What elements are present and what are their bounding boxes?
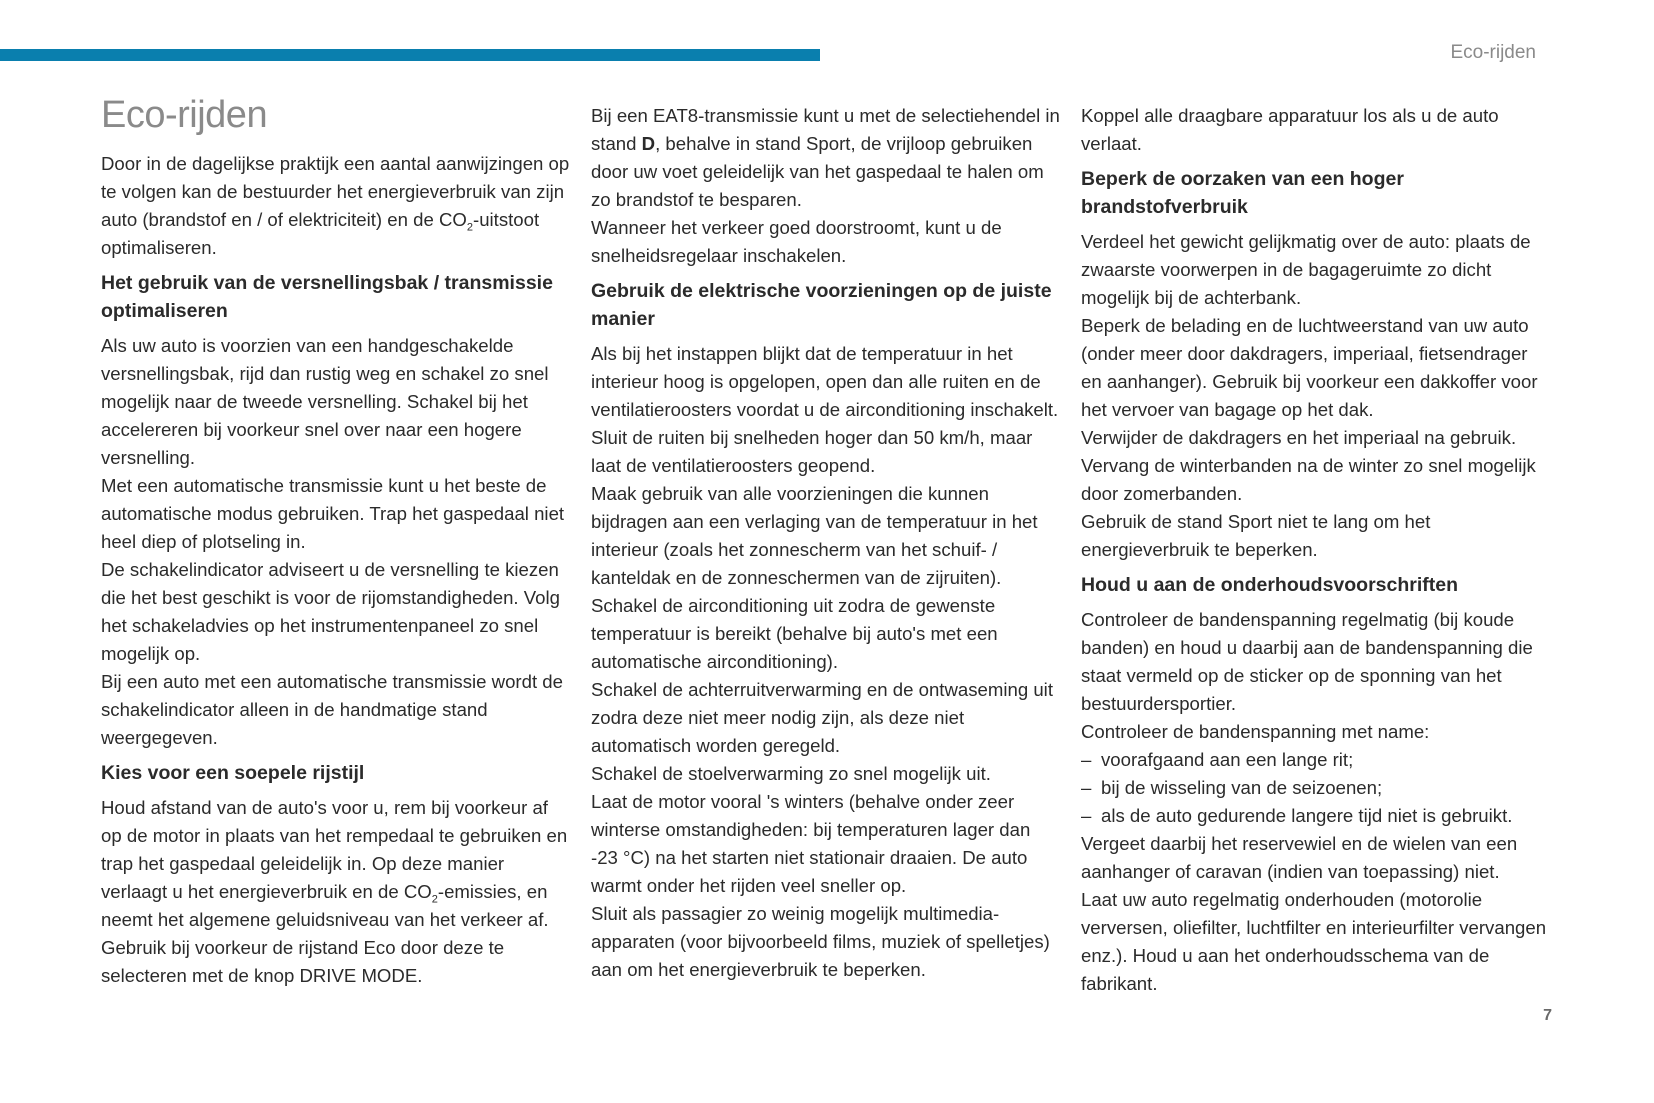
- gearbox-paragraph-4: Bij een auto met een automatische transmissie wordt de schakelindicator alleen in de handmatige stand weergegeven.: [101, 671, 563, 748]
- page-number: 7: [1543, 1007, 1552, 1024]
- maintenance-paragraph-1: Controleer de bandenspanning regelmatig (bij koude banden) en houd u daarbij aan de bandenspanning die staat vermeld op de sticker op de sponning van het bestuurdersportier.: [1081, 609, 1533, 714]
- electric-paragraph-5: Schakel de achterruitverwarming en de ontwaseming uit zodra deze niet meer nodig zijn, als deze niet automatisch worden geregeld.: [591, 679, 1053, 756]
- gearbox-paragraph-2: Met een automatische transmissie kunt u het beste de automatische modus gebruiken. Trap het gaspedaal niet heel diep of plotseling in.: [101, 475, 565, 552]
- page-title: Eco-rijden: [101, 94, 268, 136]
- electric-paragraph-3: Maak gebruik van alle voorzieningen die kunnen bijdragen aan een verlaging van de temperatuur in het interieur (zoals het zonnescherm van het schuif- / kanteldak en de zonneschermen van de zijruiten).: [591, 483, 1038, 588]
- running-header: Eco-rijden: [1450, 42, 1536, 63]
- cruise-paragraph: Wanneer het verkeer goed doorstroomt, kunt u de snelheidsregelaar inschakelen.: [591, 217, 1002, 266]
- causes-paragraph-3: Verwijder de dakdragers en het imperiaal na gebruik.: [1081, 427, 1517, 448]
- electric-paragraph-7: Laat de motor vooral 's winters (behalve onder zeer winterse omstandigheden: bij temperaturen lager dan -23 °C) na het starten niet stationair draaien. De auto warmt onder het rijden veel sneller op.: [591, 791, 1031, 896]
- maintenance-paragraph-4: Laat uw auto regelmatig onderhouden (motorolie verversen, oliefilter, luchtfilter en interieurfilter vervangen enz.). Houd u aan het onderhoudsschema van de fabrikant.: [1081, 889, 1547, 994]
- eat8-paragraph: Bij een EAT8-transmissie kunt u met de selectiehendel in stand D, behalve in stand Sport, de vrijloop gebruiken door uw voet geleidelijk van het gaspedaal te halen om zo brandstof te besparen.: [591, 105, 1060, 210]
- gearbox-paragraph-3: De schakelindicator adviseert u de versnelling te kiezen die het best geschikt is voor de rijomstandigheden. Volg het schakeladvies op het instrumentenpaneel zo snel mogelijk op.: [101, 559, 560, 664]
- style-paragraph-2: Gebruik bij voorkeur de rijstand Eco door deze te selecteren met de knop DRIVE MODE.: [101, 937, 505, 986]
- causes-paragraph-1: Verdeel het gewicht gelijkmatig over de auto: plaats de zwaarste voorwerpen in de bagageruimte zo dicht mogelijk bij de achterbank.: [1081, 231, 1531, 308]
- list-item: – bij de wisseling van de seizoenen;: [1081, 777, 1383, 798]
- column-1: [101, 150, 571, 990]
- electric-paragraph-2: Sluit de ruiten bij snelheden hoger dan 50 km/h, maar laat de ventilatieroosters geopend.: [591, 427, 1033, 476]
- gearbox-paragraph-1: Als uw auto is voorzien van een handgeschakelde versnellingsbak, rijd dan rustig weg en schakel zo snel mogelijk naar de tweede versnelling. Schakel bij het accelereren bij voorkeur snel over naar een hogere versnelling.: [101, 335, 549, 468]
- electric-paragraph-6: Schakel de stoelverwarming zo snel mogelijk uit.: [591, 763, 991, 784]
- heading-electric: Gebruik de elektrische voorzieningen op de juiste manier: [591, 280, 1052, 330]
- style-paragraph-1: Houd afstand van de auto's voor u, rem bij voorkeur af op de motor in plaats van het rempedaal te gebruiken en trap het gaspedaal geleidelijk in. Op deze manier verlaagt u het energieverbruik en de $CO_2$-emissies, en neemt het algemene geluidsniveau van het verkeer af.: [101, 797, 568, 930]
- electric-paragraph-8: Sluit als passagier zo weinig mogelijk multimedia-apparaten (voor bijvoorbeeld films, muziek of spelletjes) aan om het energieverbruik te beperken.: [591, 903, 1050, 980]
- causes-paragraph-5: Gebruik de stand Sport niet te lang om het energieverbruik te beperken.: [1081, 511, 1431, 560]
- intro-paragraph: Door in de dagelijkse praktijk een aantal aanwijzingen op te volgen kan de bestuurder het energieverbruik van zijn auto (brandstof en / of elektriciteit) en de $CO_2$-uitstoot optimaliseren.: [101, 153, 570, 258]
- heading-maintenance: Houd u aan de onderhoudsvoorschriften: [1081, 574, 1459, 596]
- list-item: – als de auto gedurende langere tijd niet is gebruikt.: [1081, 805, 1513, 826]
- unplug-paragraph: Koppel alle draagbare apparatuur los als u de auto verlaat.: [1081, 105, 1499, 154]
- column-2: [591, 102, 1061, 984]
- list-item: – voorafgaand aan een lange rit;: [1081, 749, 1354, 770]
- column-3: [1081, 102, 1551, 998]
- heading-causes: Beperk de oorzaken van een hoger brandstofverbruik: [1081, 168, 1404, 218]
- maintenance-paragraph-2: Controleer de bandenspanning met name:: [1081, 721, 1430, 742]
- heading-driving-style: Kies voor een soepele rijstijl: [101, 762, 365, 784]
- causes-paragraph-4: Vervang de winterbanden na de winter zo snel mogelijk door zomerbanden.: [1081, 455, 1536, 504]
- electric-paragraph-1: Als bij het instappen blijkt dat de temperatuur in het interieur hoog is opgelopen, open dan alle ruiten en de ventilatieroosters voordat u de airconditioning inschakelt.: [591, 343, 1059, 420]
- causes-paragraph-2: Beperk de belading en de luchtweerstand van uw auto (onder meer door dakdragers, imperiaal, fietsendrager en aanhanger). Gebruik bij voorkeur een dakkoffer voor het vervoer van bagage op het dak.: [1081, 315, 1538, 420]
- maintenance-paragraph-3: Vergeet daarbij het reservewiel en de wielen van een aanhanger of caravan (indien van toepassing) niet.: [1081, 833, 1518, 882]
- electric-paragraph-4: Schakel de airconditioning uit zodra de gewenste temperatuur is bereikt (behalve bij auto's met een automatische airconditioning).: [591, 595, 998, 672]
- header-accent-bar: [0, 49, 820, 61]
- heading-gearbox: Het gebruik van de versnellingsbak / transmissie optimaliseren: [101, 272, 553, 322]
